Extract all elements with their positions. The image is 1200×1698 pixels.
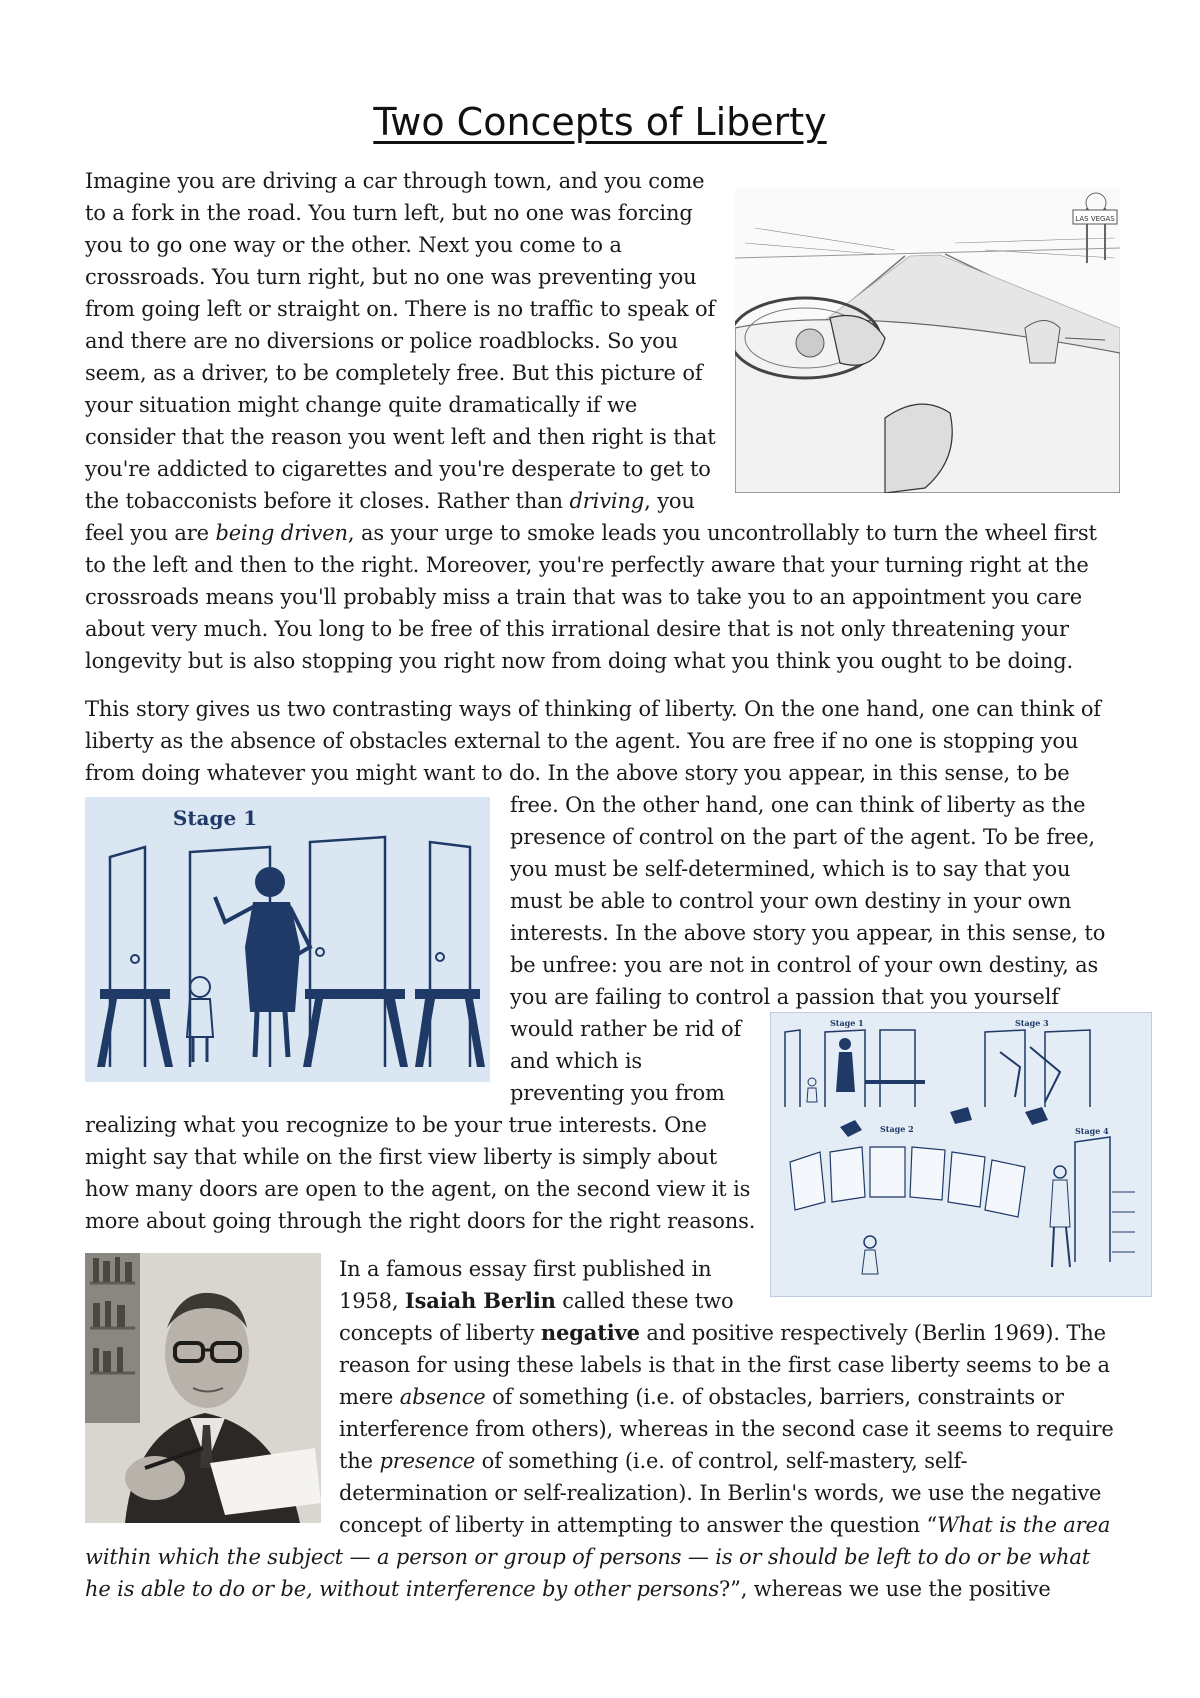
text-line: reason for using these labels is that in the first case liberty seems to be a: [339, 1353, 1110, 1377]
emphasis-presence: presence: [379, 1449, 476, 1473]
text-line: and there are no diversions or police roadblocks. So you: [85, 329, 678, 353]
quote-italic: What is the area: [937, 1513, 1111, 1537]
text-run: of something (i.e. of control, self-mastery, self-: [475, 1449, 968, 1473]
text-line: presence of control on the part of the agent. To be free,: [510, 825, 1095, 849]
paragraph-1: [85, 165, 1097, 677]
bold-isaiah-berlin: Isaiah Berlin: [404, 1288, 556, 1313]
stages-label-3: Stage 3: [1015, 1018, 1049, 1028]
text-run: mere: [339, 1385, 400, 1409]
text-line: [85, 1509, 1114, 1541]
text-line: interests. In the above story you appear, in this sense, to: [510, 921, 1106, 945]
text-run: , you: [644, 489, 695, 513]
text-line: This story gives us two contrasting ways of thinking of liberty. On the one hand, one can think of: [85, 697, 1101, 721]
emphasis-being-driven: being driven: [215, 521, 348, 545]
stages-label-4: Stage 4: [1075, 1126, 1109, 1136]
text-run: of something (i.e. of obstacles, barriers, constraints or: [485, 1385, 1064, 1409]
text-line: [85, 1445, 1114, 1477]
emphasis-absence: absence: [399, 1385, 486, 1409]
text-run: concept of liberty in attempting to answer the question “: [339, 1513, 938, 1537]
text-line: crossroads means you'll probably miss a train that was to take you to an appointment you care: [85, 585, 1083, 609]
text-line: about very much. You long to be free of this irrational desire that is not only threatening your: [85, 617, 1069, 641]
text-line: you're addicted to cigarettes and you're desperate to get to: [85, 457, 711, 481]
text-run: concepts of liberty: [339, 1321, 541, 1345]
text-line: longevity but is also stopping you right now from doing what you think you ought to be doing.: [85, 649, 1074, 673]
text-line: how many doors are open to the agent, on the second view it is: [85, 1177, 751, 1201]
text-run: , as your urge to smoke leads you uncontrollably to turn the wheel first: [347, 521, 1097, 545]
stage1-label: Stage 1: [172, 806, 258, 830]
text-line: your situation might change quite dramatically if we: [85, 393, 638, 417]
text-line: and which is: [510, 1049, 643, 1073]
text-line: you are failing to control a passion that you yourself: [510, 985, 1059, 1009]
text-line: [85, 1573, 1114, 1605]
text-line: liberty as the absence of obstacles external to the agent. You are free if no one is stopping you: [85, 729, 1079, 753]
text-line: interference from others), whereas in the second case it seems to require: [339, 1417, 1114, 1441]
text-run: ?”, whereas we use the positive: [719, 1577, 1051, 1601]
quote-italic: within which the subject — a person or group of persons — is or should be left to do or be what: [85, 1545, 1091, 1569]
text-line: [85, 1541, 1114, 1573]
text-line: determination or self-realization). In Berlin's words, we use the negative: [339, 1481, 1102, 1505]
text-line: realizing what you recognize to be your true interests. One: [85, 1113, 707, 1137]
text-line: must be able to control your own destiny in your own: [510, 889, 1072, 913]
text-line: more about going through the right doors for the right reasons.: [85, 1209, 756, 1233]
text-run: called these two: [555, 1289, 734, 1313]
stages-label-2: Stage 2: [880, 1124, 914, 1134]
text-line: might say that while on the first view liberty is simply about: [85, 1145, 718, 1169]
text-line: consider that the reason you went left and then right is that: [85, 425, 716, 449]
text-line: free. On the other hand, one can think of liberty as the: [510, 793, 1086, 817]
text-line: [85, 485, 1097, 517]
text-run: the: [339, 1449, 380, 1473]
text-line: from going left or straight on. There is no traffic to speak of: [85, 297, 716, 321]
text-line: Imagine you are driving a car through town, and you come: [85, 169, 705, 193]
text-line: In a famous essay first published in: [339, 1257, 712, 1281]
text-run: the tobacconists before it closes. Rather than: [85, 489, 570, 513]
text-line: [85, 517, 1097, 549]
text-line: would rather be rid of: [510, 1017, 742, 1041]
paragraph-3: [85, 1253, 1114, 1605]
text-line: you must be self-determined, which is to say that you: [510, 857, 1071, 881]
text-line: [85, 1317, 1114, 1349]
text-line: [85, 1381, 1114, 1413]
text-line: from doing whatever you might want to do. In the above story you appear, in this sense, to be: [85, 761, 1070, 785]
text-line: crossroads. You turn right, but no one was preventing you: [85, 265, 697, 289]
text-run: 1958,: [339, 1289, 405, 1313]
paragraph-2: [85, 693, 1105, 1237]
stages-label-1: Stage 1: [830, 1018, 864, 1028]
text-line: to the left and then to the right. Moreover, you're perfectly aware that your turning right at the: [85, 553, 1089, 577]
text-line: seem, as a driver, to be completely free. But this picture of: [85, 361, 703, 385]
text-line: you to go one way or the other. Next you come to a: [85, 233, 622, 257]
bold-negative: negative: [540, 1320, 640, 1345]
page-title: Two Concepts of Liberty: [373, 100, 827, 144]
sign-text: LAS VEGAS: [1075, 215, 1115, 223]
emphasis-driving: driving: [569, 489, 645, 513]
text-line: to a fork in the road. You turn left, but no one was forcing: [85, 201, 693, 225]
text-run: feel you are: [85, 521, 216, 545]
text-line: be unfree: you are not in control of your own destiny, as: [510, 953, 1099, 977]
text-line: preventing you from: [510, 1081, 725, 1105]
quote-italic: he is able to do or be, without interference by other persons: [85, 1577, 720, 1601]
text-line: [85, 1285, 1114, 1317]
text-run: and positive respectively (Berlin 1969). The: [639, 1321, 1106, 1345]
